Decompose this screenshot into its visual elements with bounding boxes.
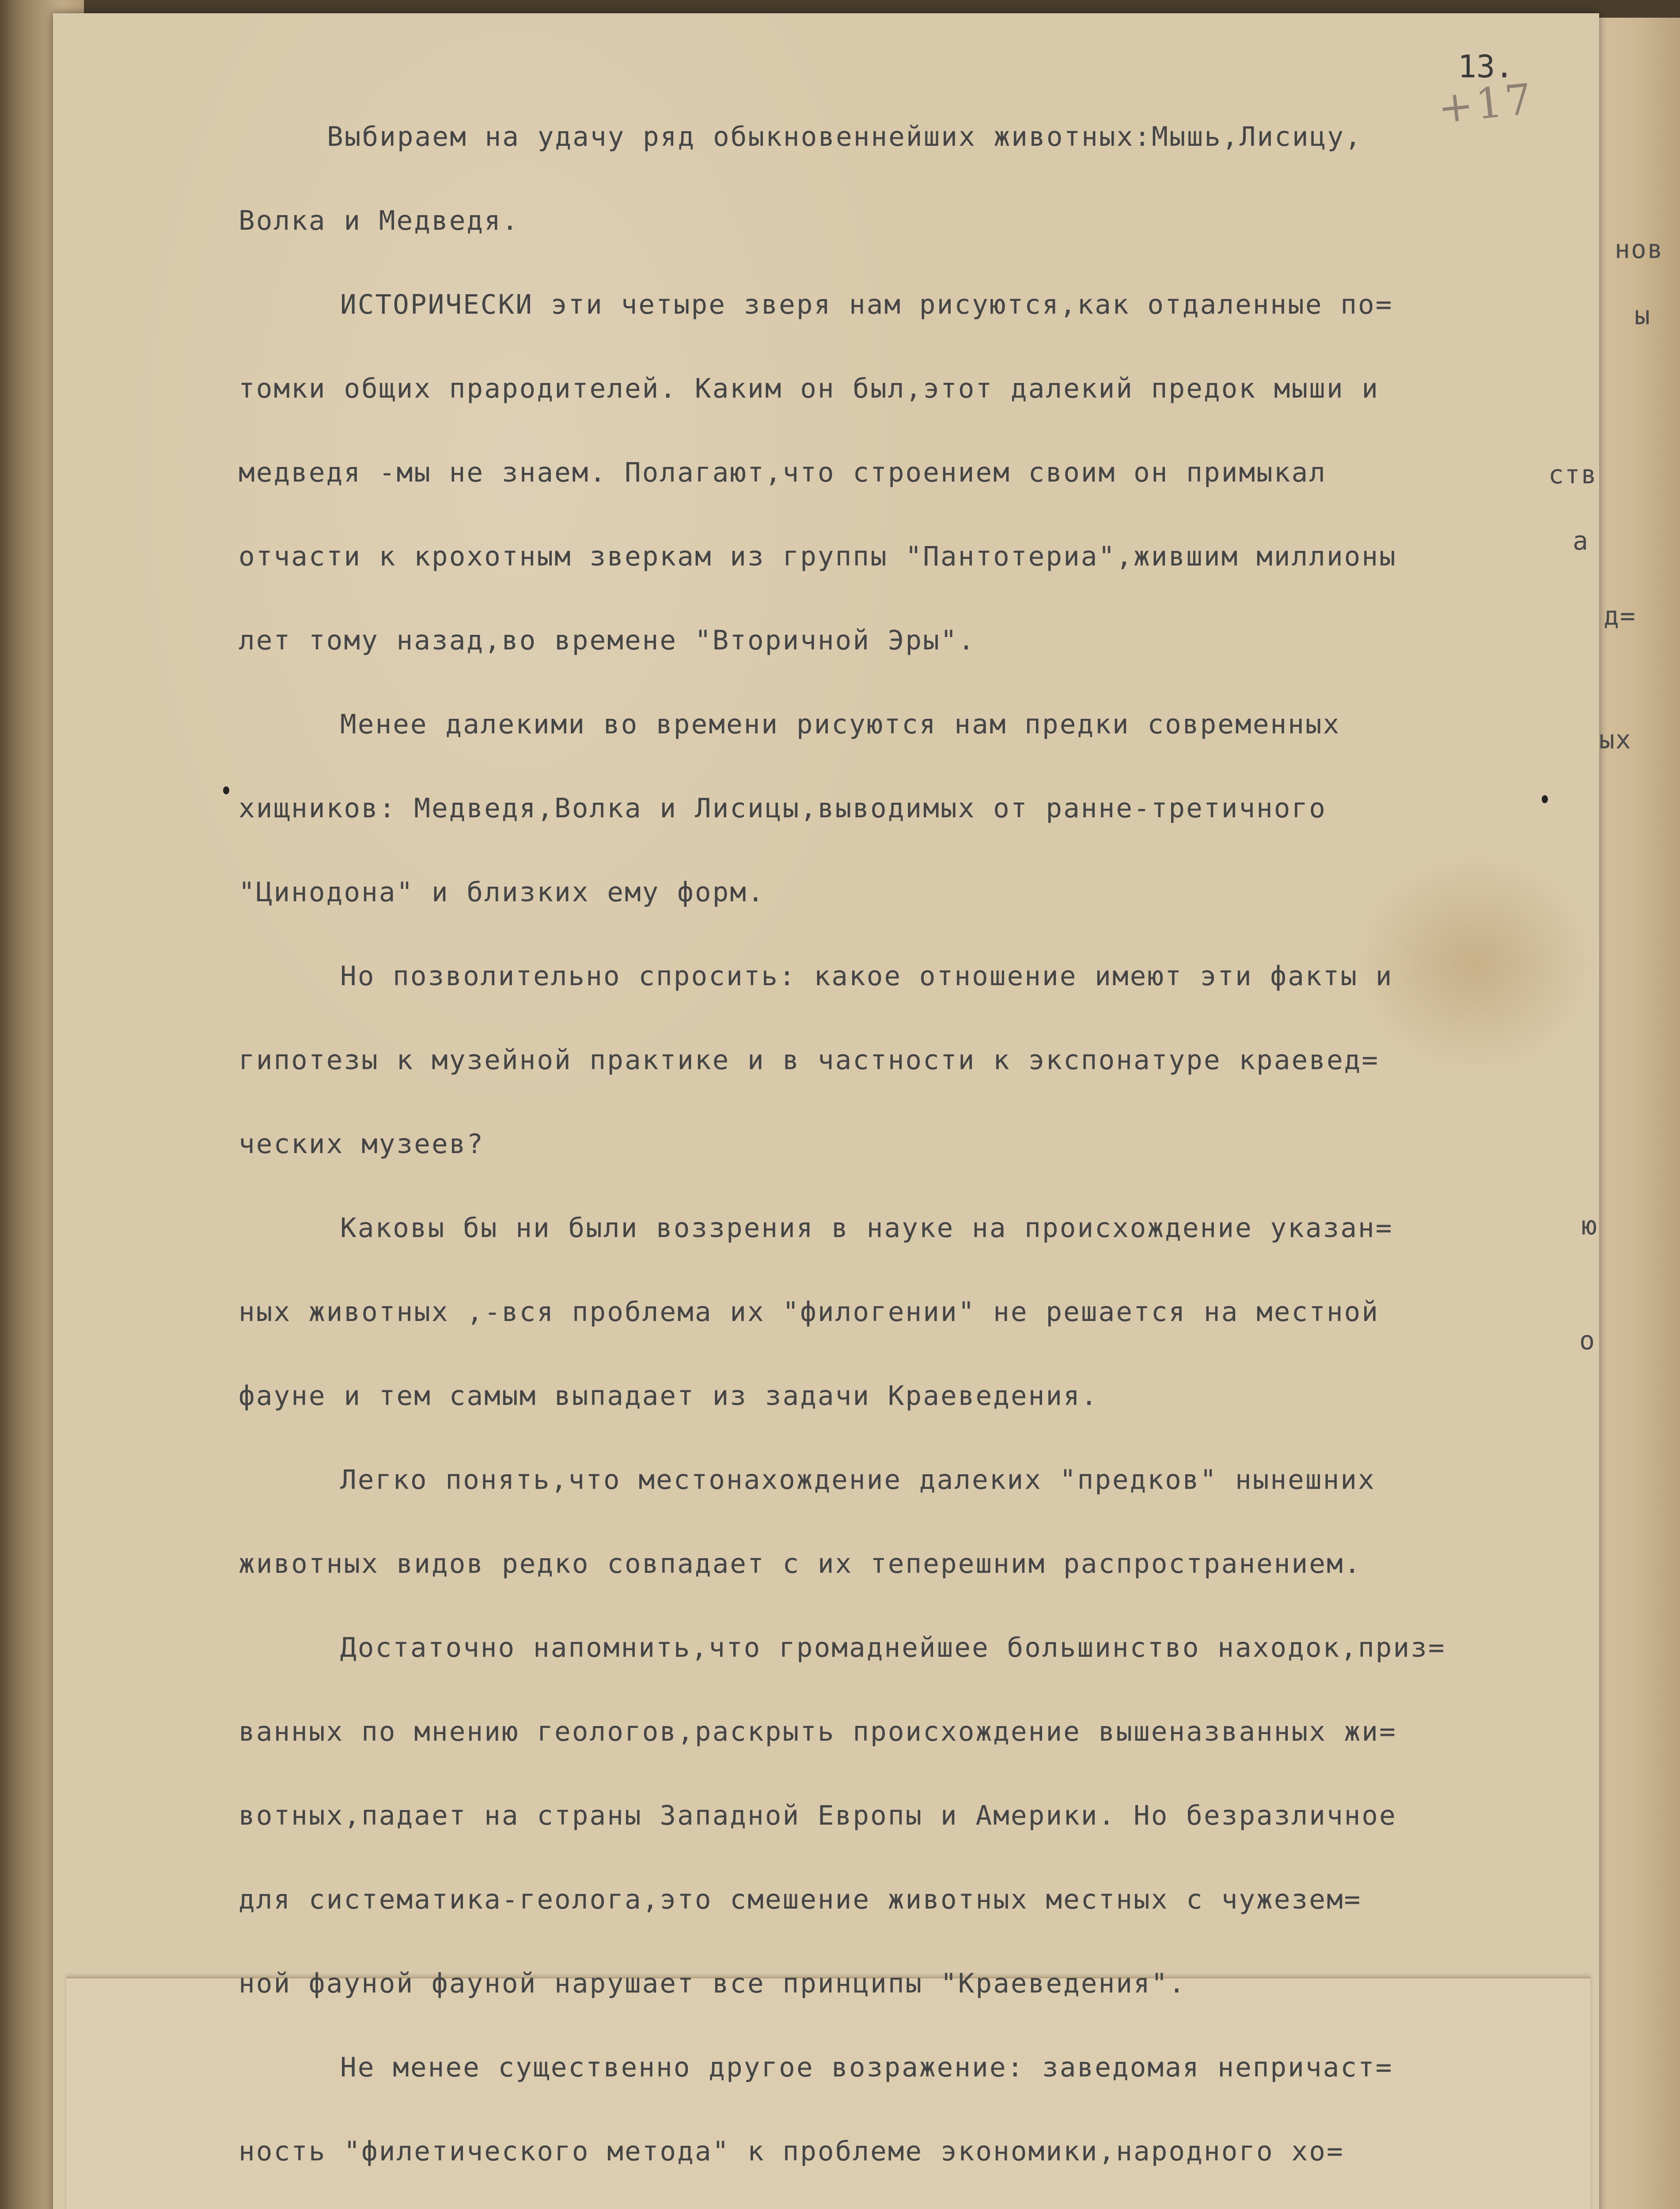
text-line [239, 2194, 1555, 2209]
text-line: Не менее существенно другое возражение: заведомая непричаст= [340, 2052, 1393, 2083]
page-number: 13. [1458, 49, 1514, 85]
text-line: томки общих прародителей. Каким он был,этот далекий предок мыши и [239, 373, 1380, 404]
margin-fragment: о [1579, 1325, 1596, 1355]
margin-fragment: д= [1604, 601, 1636, 631]
ink-dot [223, 786, 229, 794]
text-line: хищников: Медведя,Волка и Лисицы,выводимых от ранне-третичного [239, 793, 1327, 824]
margin-fragment: нов [1615, 234, 1664, 264]
text-line: для систематика-геолога,это смешение животных местных с чужезем= [239, 1884, 1362, 1915]
text-line: ность "филетического метода" к проблеме экономики,народного хо= [239, 2136, 1344, 2167]
text-line: ной фауной фауной нарушает все принципы "Краеведения". [239, 1968, 1187, 1999]
text-line: Достаточно напомнить,что громаднейшее большинство находок,приз= [340, 1632, 1446, 1663]
text-line: Каковы бы ни были воззрения в науке на происхождение указан= [340, 1212, 1393, 1244]
text-line: ных животных ,-вся проблема их "филогении" не решается на местной [239, 1296, 1380, 1328]
text-line: лет тому назад,во времене "Вторичной Эры". [239, 625, 976, 656]
text-line: вотных,падает на страны Западной Европы и Америки. Но безразличное [239, 1800, 1397, 1831]
text-line: фауне и тем самым выпадает из задачи Краеведения. [239, 1380, 1099, 1412]
text-line: ческих музеев? [239, 1128, 485, 1160]
text-line: животных видов редко совпадает с их теперешним распространением. [239, 1548, 1362, 1579]
text-line: Но позволительно спросить: какое отношение имеют эти факты и [340, 960, 1393, 992]
text-line: Выбираем на удачу ряд обыкновеннейших животных:Мышь,Лисицу, [327, 121, 1362, 152]
margin-fragment: ю [1581, 1211, 1598, 1241]
text-line: ванных по мнению геологов,раскрыть происхождение вышеназванных жи= [239, 1716, 1397, 1747]
text-line: Волка и Медведя. [239, 205, 520, 236]
text-line: ИСТОРИЧЕСКИ эти четыре зверя нам рисуются,как отдаленные по= [340, 289, 1393, 320]
margin-fragment: ых [1599, 725, 1632, 755]
margin-fragment: ств [1548, 459, 1597, 490]
text-line: отчасти к крохотным зверкам из группы "Пантотериа",жившим миллионы [239, 541, 1397, 572]
typewritten-text [239, 95, 1555, 2209]
text-line: гипотезы к музейной практике и в частности к экспонатуре краевед= [239, 1044, 1380, 1076]
pencil-annotation: +17 [1435, 74, 1537, 133]
text-line: "Цинодона" и близких ему форм. [239, 877, 765, 908]
text-line: Менее далекими во времени рисуются нам предки современных [340, 709, 1341, 740]
margin-fragment: а [1573, 526, 1589, 556]
text-line: Легко понять,что местонахождение далеких "предков" нынешних [340, 1464, 1376, 1495]
margin-fragment: ы [1634, 300, 1651, 330]
text-line: медведя -мы не знаем. Полагают,что строением своим он примыкал [239, 457, 1327, 488]
